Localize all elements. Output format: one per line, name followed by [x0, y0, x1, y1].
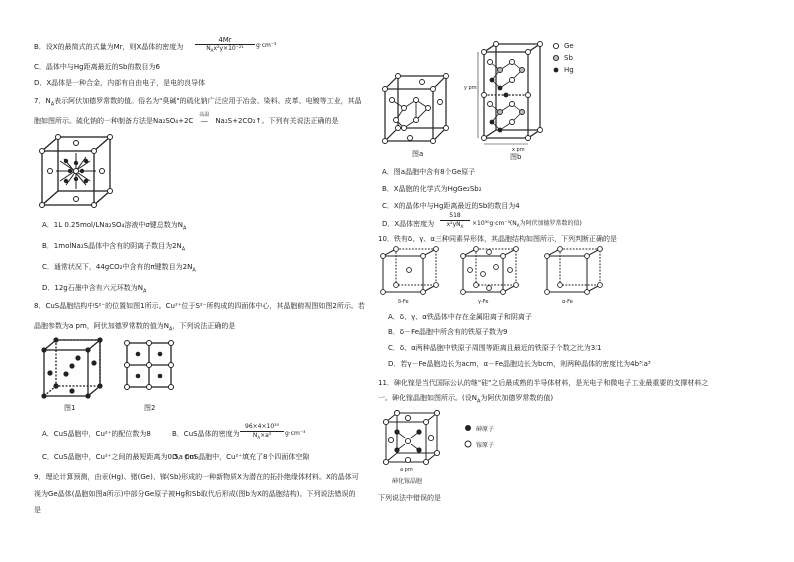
legend-as-label: 砷原子	[476, 426, 495, 433]
ge-legend-marker	[553, 43, 558, 48]
figure-a-caption: 图a	[412, 150, 424, 158]
gaas-unit-cell-figure	[383, 410, 441, 468]
na2s-unit-cell-figure	[38, 133, 114, 209]
alpha-fe-unit-cell	[544, 246, 604, 296]
alpha-fe-label: α-Fe	[562, 299, 573, 305]
q7-option-d: D．12g石墨中含有六元环数为$N_A$	[42, 284, 147, 295]
q8-option-d: D．CuS晶胞中，Cu²⁺填充了8个四面体空隙	[172, 453, 310, 461]
q8-figure-1-caption: 图1	[64, 404, 76, 412]
q8-figure-2-caption: 图2	[144, 404, 156, 412]
figure-b-caption: 图b	[510, 153, 522, 161]
gaas-legend-markers	[463, 424, 473, 450]
q11-stem-line3: 下列说法中错误的是	[378, 494, 441, 502]
legend-ge-label: Ge	[564, 42, 574, 50]
x-unit-cell-figure-b	[470, 40, 548, 148]
q9-option-d-fraction: 518 $x^2yN_A$	[440, 212, 470, 231]
legend-markers	[551, 42, 561, 74]
q6-option-b-fraction: 4Mr $N_Ax^2y\times 10^{-21}$	[195, 36, 255, 55]
legend-sb-label: Sb	[564, 54, 573, 62]
q6-option-b: B．设X的最简式的式量为Mr，则X晶体的密度为	[34, 43, 184, 51]
q7-stem-line2: 胞如图所示。硫化钠的一种制备方法是Na₂SO₄+2C 高温 ⎯⎯ Na₂S+2CO₂↑。下列有关说法正确的是	[34, 112, 339, 125]
q10-option-c: C．δ、α两种晶胞中铁原子周围等距离且最近的铁原子个数之比为3∶1	[388, 344, 602, 352]
legend-hg-label: Hg	[564, 66, 574, 74]
ga-legend-marker	[465, 441, 471, 447]
gamma-fe-label: γ-Fe	[478, 299, 489, 305]
q10-option-b: B．δ－Fe晶胞中所含有的铁原子数为9	[388, 328, 508, 336]
cus-top-view-figure-2	[124, 340, 174, 390]
dimension-y-label: y pm	[464, 85, 477, 91]
delta-fe-unit-cell	[380, 246, 440, 296]
q6-option-c: C．晶体中与Hg距离最近的Sb的数目为6	[34, 63, 160, 71]
q8-option-b-unit: g·cm⁻³	[285, 430, 306, 437]
q9-option-d-unit: $\times 10^{30}g\cdot cm^{-3}(N_A$为阿伏加德罗常数的值)	[472, 220, 582, 229]
q9-option-a: A．图a晶胞中含有8个Ge原子	[382, 168, 476, 176]
q7-option-c: C．通常状况下，44gCO₂中含有的π键数目为$2N_A$	[42, 263, 196, 274]
q8-option-b-fraction: 96×4×10³⁰ $N_A\times a^3$	[240, 423, 284, 442]
q8-option-b: B．CuS晶体的密度为	[172, 430, 240, 438]
q6-option-b-unit: g·cm⁻³	[256, 42, 277, 49]
gaas-caption: 砷化镓晶胞	[392, 478, 423, 485]
q8-option-c: C．CuS晶胞中，Cu²⁺之间的最短距离为0.5a pm	[42, 453, 197, 461]
q7-stem-line1: 7．$N_A$表示阿伏加德罗常数的值。俗名为"臭碱"的硫化钠广泛应用于冶金、染料、皮革、电镀等工业，其晶	[34, 97, 362, 108]
q8-stem-line2: 晶胞参数为a pm，阿伏加德罗常数的值为$N_A$，下列说法正确的是	[34, 322, 236, 333]
hg-legend-marker	[554, 68, 559, 73]
q9-option-d: D．X晶体密度为	[382, 220, 435, 228]
q9-stem-line3: 是	[34, 506, 41, 514]
q6-option-d: D．X晶体是一种合金，内部有自由电子，是电的良导体	[34, 79, 206, 87]
cus-unit-cell-figure-1	[40, 336, 104, 400]
legend-ga-label: 镓原子	[476, 442, 495, 449]
gaas-dimension-a-label: a pm	[400, 467, 413, 473]
q9-stem-line2: 视为Ge晶体(晶胞如图a所示)中部分Ge原子被Hg和Sb取代后形成(图b为X的晶胞结构)。下列说法错误的	[34, 490, 356, 498]
q11-stem-line1: 11．砷化镓是当代国际公认的继"硅"之后最成熟的半导体材料，是光电子和微电子工业最重要的支撑材料之	[378, 379, 709, 387]
q10-option-a: A．δ、γ、α铁晶体中存在金属阳离子和阴离子	[388, 313, 532, 321]
q9-stem-line1: 9．理论计算预测，由汞(Hg)、锗(Ge)、锑(Sb)形成的一种新物质X为潜在的拓扑绝缘体材料。X的晶体可	[34, 473, 359, 481]
q8-stem-line1: 8．CuS晶胞结构中S²⁻的位置如图1所示。Cu²⁺位于S²⁻所构成的四面体中心，其晶胞俯视图如图2所示。若	[34, 302, 365, 310]
sb-legend-marker	[553, 55, 558, 60]
q10-stem: 10．铁有δ、γ、α三种同素异形体，其晶胞结构如图所示，下列判断正确的是	[378, 235, 617, 243]
q10-option-d: D．若γ－Fe晶胞边长为acm，α－Fe晶胞边长为bcm，则两种晶体的密度比为4b³∶a³	[388, 360, 651, 368]
q9-option-c: C．X的晶体中与Hg距离最近的Sb的数目为4	[382, 202, 520, 210]
q7-option-b: B．1molNa₂S晶体中含有的阴离子数目为$2N_A$	[42, 242, 186, 253]
q7-option-a: A．1L 0.25mol/LNa₂SO₄溶液中σ键总数为$N_A$	[42, 221, 187, 232]
q9-option-b: B．X晶胞的化学式为HgGe₂Sb₂	[382, 185, 482, 193]
as-legend-marker	[465, 425, 471, 431]
delta-fe-label: δ-Fe	[398, 299, 409, 305]
ge-unit-cell-figure-a	[382, 72, 450, 146]
q8-option-a: A．CuS晶胞中，Cu²⁺的配位数为8	[42, 430, 151, 438]
q11-stem-line2: 一。砷化镓晶胞如图所示。(设$N_A$为阿伏加德罗常数的值)	[378, 394, 554, 405]
gamma-fe-unit-cell	[460, 246, 520, 296]
dimension-x-label: x pm	[512, 147, 525, 153]
